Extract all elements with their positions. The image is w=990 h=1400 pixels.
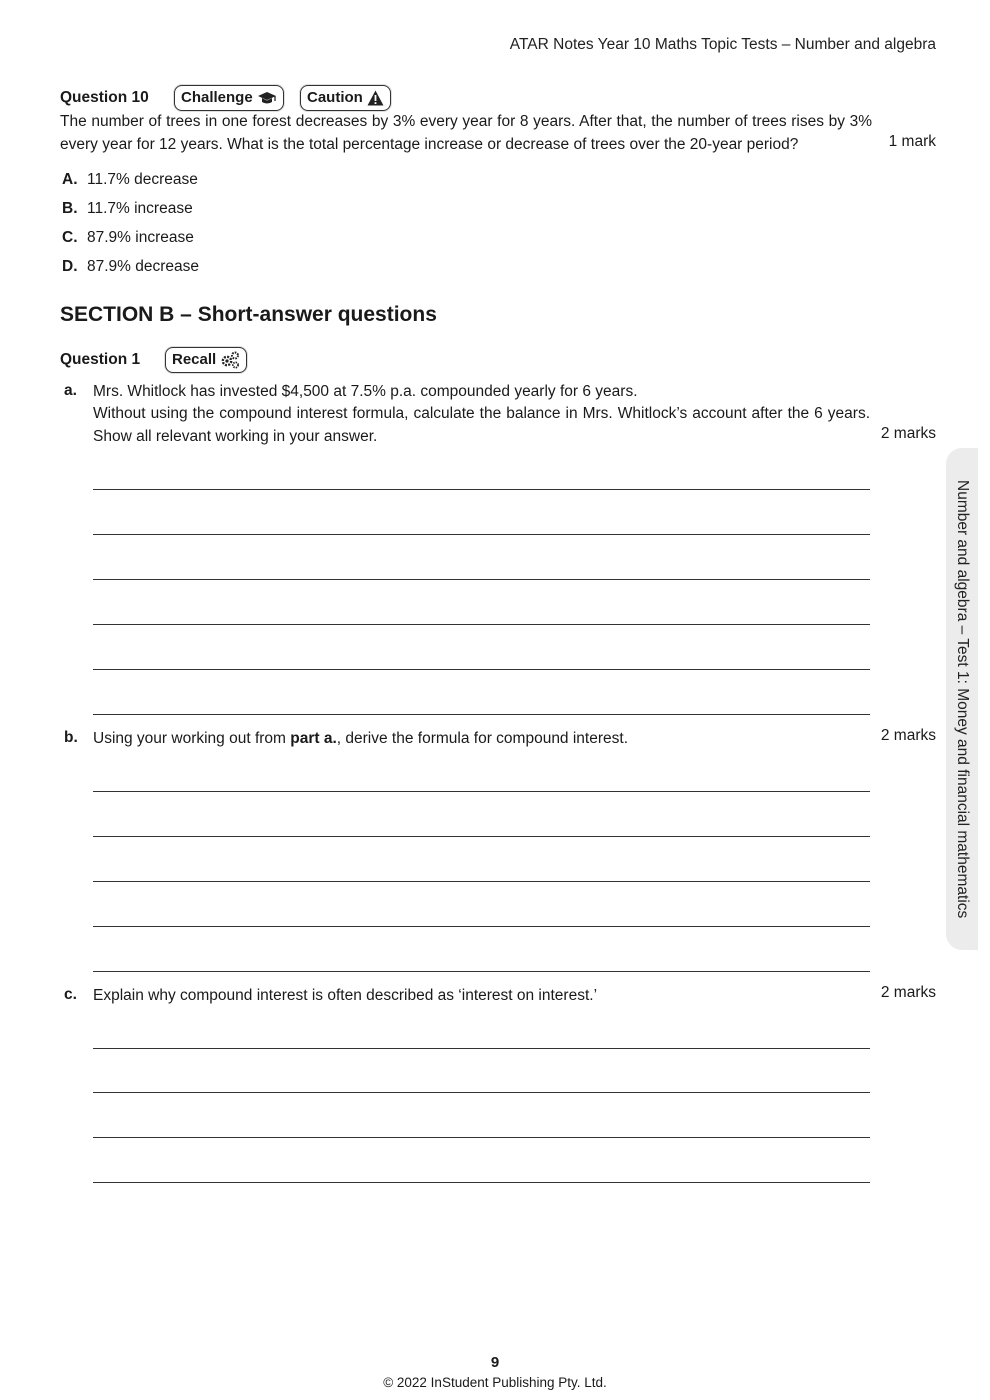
- gears-icon: [220, 351, 240, 369]
- answer-line[interactable]: [93, 489, 870, 490]
- graduation-cap-icon: [257, 91, 277, 105]
- caution-badge-label: Caution: [307, 89, 363, 106]
- question-10-label: Question 10: [60, 89, 149, 106]
- option-b: B. 11.7% increase: [62, 200, 193, 217]
- part-a-marks: 2 marks: [880, 425, 936, 442]
- option-a: A. 11.7% decrease: [62, 171, 198, 188]
- answer-line[interactable]: [93, 836, 870, 837]
- part-b-text: Using your working out from part a., derive the formula for compound interest.: [93, 730, 628, 747]
- answer-line[interactable]: [93, 1182, 870, 1183]
- part-c-letter: c.: [64, 986, 77, 1003]
- page-number: 9: [490, 1354, 500, 1371]
- answer-line[interactable]: [93, 579, 870, 580]
- part-b-letter: b.: [64, 729, 78, 746]
- answer-line[interactable]: [93, 1048, 870, 1049]
- question-10-text: The number of trees in one forest decreases by 3% every year for 8 years. After that, the number of trees rises by 3% every year for 12 years. What is the total percentage increase or decrease of trees over the 20-year period?: [60, 113, 872, 153]
- running-header: ATAR Notes Year 10 Maths Topic Tests – Number and algebra: [509, 36, 936, 53]
- part-a-line2: Without using the compound interest formula, calculate the balance in Mrs. Whitlock’s account after the 6 years. Show all relevant working in your answer.: [93, 405, 870, 445]
- answer-line[interactable]: [93, 1137, 870, 1138]
- challenge-badge-label: Challenge: [181, 89, 253, 106]
- answer-line[interactable]: [93, 624, 870, 625]
- answer-line[interactable]: [93, 881, 870, 882]
- answer-line[interactable]: [93, 926, 870, 927]
- option-d: D. 87.9% decrease: [62, 258, 200, 275]
- part-c-text: Explain why compound interest is often described as ‘interest on interest.’: [93, 987, 598, 1004]
- section-b-title: SECTION B – Short-answer questions: [60, 303, 437, 326]
- answer-line[interactable]: [93, 669, 870, 670]
- challenge-badge: [174, 85, 284, 111]
- part-a-line1: Mrs. Whitlock has invested $4,500 at 7.5% p.a. compounded yearly for 6 years.: [93, 383, 638, 400]
- caution-badge: [300, 85, 391, 111]
- answer-line[interactable]: [93, 1092, 870, 1093]
- recall-badge-label: Recall: [172, 351, 217, 368]
- side-tab-label: Number and algebra – Test 1: Money and financial mathematics: [954, 479, 971, 919]
- question-1-label: Question 1: [60, 351, 141, 368]
- part-a-letter: a.: [64, 382, 77, 399]
- answer-line[interactable]: [93, 714, 870, 715]
- part-c-marks: 2 marks: [880, 984, 936, 1001]
- answer-line[interactable]: [93, 971, 870, 972]
- copyright: © 2022 InStudent Publishing Pty. Ltd.: [383, 1375, 607, 1390]
- option-c: C. 87.9% increase: [62, 229, 194, 246]
- part-b-marks: 2 marks: [880, 727, 936, 744]
- answer-line[interactable]: [93, 791, 870, 792]
- warning-triangle-icon: [367, 90, 384, 106]
- recall-badge: [165, 347, 247, 373]
- answer-line[interactable]: [93, 534, 870, 535]
- question-10-marks: 1 mark: [888, 133, 936, 150]
